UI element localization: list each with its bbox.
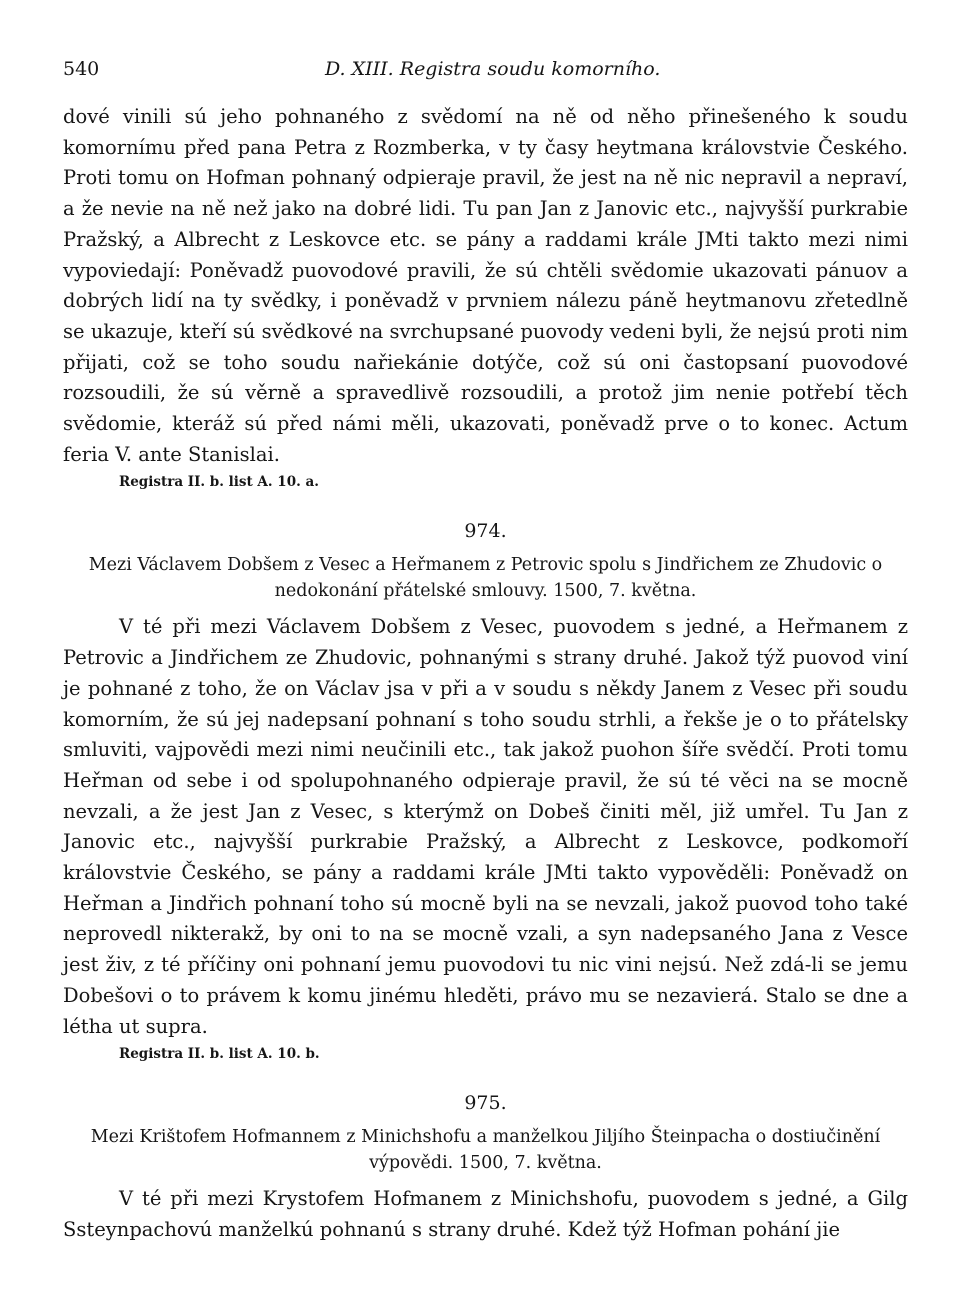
entry-974 bbox=[63, 518, 908, 1064]
running-header bbox=[63, 54, 908, 88]
source-reference: Registra II. b. list A. 10. a. bbox=[119, 474, 319, 491]
entry-summary: Mezi Krištofem Hofmannem z Minichshofu a manželkou Jiljího Šteinpacha o dostiučinění výpovědi. 1500, 7. května. bbox=[90, 1127, 881, 1174]
entry-paragraph: V té při mezi Václavem Dobšem z Vesec, puovodem s jedné, a Heřmanem z Petrovic a Jindřichem ze Zhudovic, pohnanými s strany druhé. Jakož týž puovod viní je pohnané z toho, že on Václav jsa v při a v soudu s někdy Janem z Vesec při soudu komorním, že sú jej nadepsaní pohnaní s toho soudu strhli, a řekše je o to přátelsky smluviti, vajpovědi mezi nimi neučinili etc., tak jakož puohon šíře svědčí. Proti tomu Heřman od sebe i od spolupohnaného odpieraje pravil, že sú té věci na se mocně nevzali, a že jest Jan z Vesec, s kterýmž on Dobeš činiti měl, již umřel. Tu Jan z Janovic etc., najvyšší purkrabie Pražský, a Albrecht z Leskovce, podkomoří královstvie Českého, se pány a raddami krále JMti takto vypověděli: Poněvadž on Heřman a Jindřich pohnaní toho sú mocně byli na se nevzali, jakož puovod toho také neprovedl nikterakž, by oni to na se mocně vzali, a syn nadepsaného Jana z Vesce jest živ, z té příčiny oni pohnaní jemu puovodovi tu nic vini nejsú. Než zdá-li se jemu Dobešovi o to právem k komu jinému hleděti, právo mu se nezavierá. Stalo se dne a létha ut supra. bbox=[63, 615, 908, 1038]
entry-number: 975. bbox=[464, 1092, 507, 1115]
continuation-paragraph: dové vinili sú jeho pohnaného z svědomí na ně od něho přinešeného k soudu komornímu před pana Petra z Rozmberka, v ty časy heytmana královstvie Českého. Proti tomu on Hofman pohnaný odpieraje pravil, že jest na ně nic nepravil a nepraví, a že nevie na ně než jako na dobré lidi. Tu pan Jan z Janovic etc., najvyšší purkrabie Pražský, a Albrecht z Leskovce etc. se pány a raddami krále JMti takto mezi nimi vypoviedají: Poněvadž puovodové pravili, že sú chtěli svědomie ukazovati pánuov a dobrých lidí na ty svědky, i poněvadž v prvniem nálezu páně heytmanovu zřetedlně se ukazuje, kteří sú svědkové na svrchupsané puovody vedeni byli, že nejsú proti nim přijati, což se toho soudu nařiekánie dotýče, což sú oni častopsaní puovodové rozsoudili, že sú věrně a spravedlivě rozsoudili, a protož jim nenie potřebí těch svědomie, kteráž sú před námi měli, ukazovati, poněvadž prve o to konec. Actum feria V. ante Stanislai. bbox=[63, 105, 908, 466]
entry-number: 974. bbox=[464, 520, 507, 543]
page-number: 540 bbox=[63, 58, 100, 80]
entry-paragraph: V té při mezi Krystofem Hofmanem z Minichshofu, puovodem s jedné, a Gilg Ssteynpachovú manželkú pohnanú s strany druhé. Kdež týž Hofman pohání jie bbox=[63, 1187, 908, 1241]
entry-975 bbox=[63, 1090, 908, 1245]
source-reference: Registra II. b. list A. 10. b. bbox=[119, 1046, 320, 1063]
entry-summary: Mezi Václavem Dobšem z Vesec a Heřmanem z Petrovic spolu s Jindřichem ze Zhudovic o nedokonání přátelské smlouvy. 1500, 7. května. bbox=[88, 555, 883, 602]
running-title: D. XIII. Registra soudu komorního. bbox=[325, 58, 661, 80]
